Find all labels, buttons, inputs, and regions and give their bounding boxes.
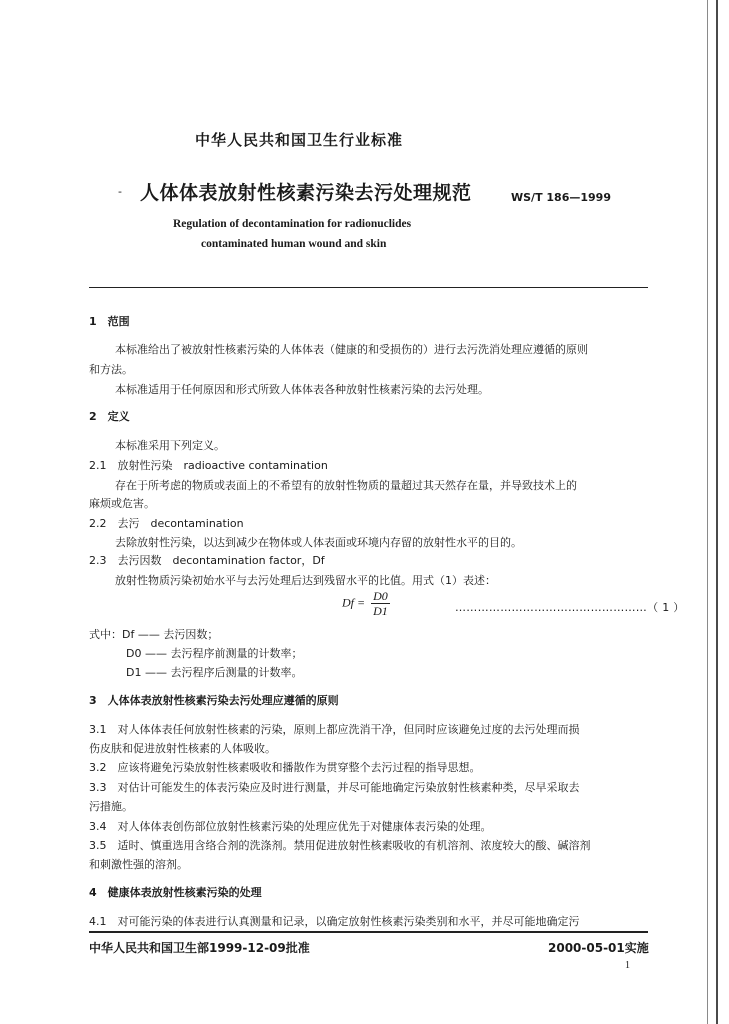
paragraph: 3.1 对人体体表任何放射性核素的污染，原则上都应洗消干净，但同时应该避免过度的去污处理而损	[89, 723, 580, 736]
formula-fraction	[371, 589, 390, 618]
formula-legend: D0 —— 去污程序前测量的计数率；	[126, 647, 303, 660]
page-number: 1	[625, 960, 630, 971]
header-divider	[89, 287, 648, 288]
standard-title-en-line2: contaminated human wound and skin	[201, 238, 387, 250]
formula-numerator: D0	[373, 589, 388, 603]
paragraph: 污措施。	[89, 800, 133, 813]
scan-edge-line	[707, 0, 708, 1024]
standard-number: WS/T 186—1999	[511, 191, 611, 204]
formula-number: ……………………………………………（ 1 ）	[455, 601, 685, 614]
paragraph: 麻烦或危害。	[89, 497, 155, 510]
scan-mark: -	[118, 185, 122, 198]
formula-legend: 式中：Df —— 去污因数；	[89, 628, 219, 641]
definition-title: 2.3 去污因数 decontamination factor，Df	[89, 554, 325, 567]
paragraph: 3.3 对估计可能发生的体表污染应及时进行测量，并尽可能地确定污染放射性核素种类，尽早采取去	[89, 781, 580, 794]
definition-title: 2.1 放射性污染 radioactive contamination	[89, 459, 328, 472]
paragraph: 和方法。	[89, 363, 133, 376]
scan-edge-line	[716, 0, 718, 1024]
paragraph: 本标准采用下列定义。	[115, 439, 225, 452]
paragraph: 伤皮肤和促进放射性核素的人体吸收。	[89, 742, 276, 755]
section-1-heading: 1 范围	[89, 315, 130, 328]
paragraph: 本标准给出了被放射性核素污染的人体体表（健康的和受损伤的）进行去污洗消处理应遵循的原则	[115, 343, 588, 356]
formula	[342, 589, 390, 618]
paragraph: 4.1 对可能污染的体表进行认真测量和记录，以确定放射性核素污染类别和水平，并尽可能地确定污	[89, 915, 580, 928]
issuing-organization: 中华人民共和国卫生行业标准	[195, 131, 404, 149]
paragraph: 和刺激性强的溶剂。	[89, 858, 188, 871]
paragraph: 去除放射性污染，以达到减少在物体或人体表面或环境内存留的放射性水平的目的。	[115, 536, 522, 549]
footer-divider	[89, 931, 648, 933]
formula-lhs: Df =	[342, 595, 366, 610]
definition-title: 2.2 去污 decontamination	[89, 517, 244, 530]
formula-legend: D1 —— 去污程序后测量的计数率。	[126, 666, 303, 679]
implementation-date: 2000-05-01实施	[548, 941, 649, 955]
paragraph: 3.5 适时、慎重选用含络合剂的洗涤剂。禁用促进放射性核素吸收的有机溶剂、浓度较大的酸、碱溶剂	[89, 839, 591, 852]
paragraph: 3.2 应该将避免污染放射性核素吸收和播散作为贯穿整个去污过程的指导思想。	[89, 761, 481, 774]
section-3-heading: 3 人体体表放射性核素污染去污处理应遵循的原则	[89, 694, 339, 707]
approval-date: 中华人民共和国卫生部1999-12-09批准	[89, 941, 310, 955]
section-4-heading: 4 健康体表放射性核素污染的处理	[89, 886, 262, 899]
standard-title-cn: 人体体表放射性核素污染去污处理规范	[140, 182, 472, 204]
standard-title-en-line1: Regulation of decontamination for radionuclides	[173, 218, 412, 230]
section-2-heading: 2 定义	[89, 410, 130, 423]
paragraph: 3.4 对人体体表创伤部位放射性核素污染的处理应优先于对健康体表污染的处理。	[89, 820, 492, 833]
paragraph: 放射性物质污染初始水平与去污处理后达到残留水平的比值。用式（1）表述：	[115, 574, 496, 587]
paragraph: 存在于所考虑的物质或表面上的不希望有的放射性物质的量超过其天然存在量，并导致技术上的	[115, 479, 577, 492]
paragraph: 本标准适用于任何原因和形式所致人体体表各种放射性核素污染的去污处理。	[115, 383, 489, 396]
formula-denominator: D1	[373, 604, 388, 618]
